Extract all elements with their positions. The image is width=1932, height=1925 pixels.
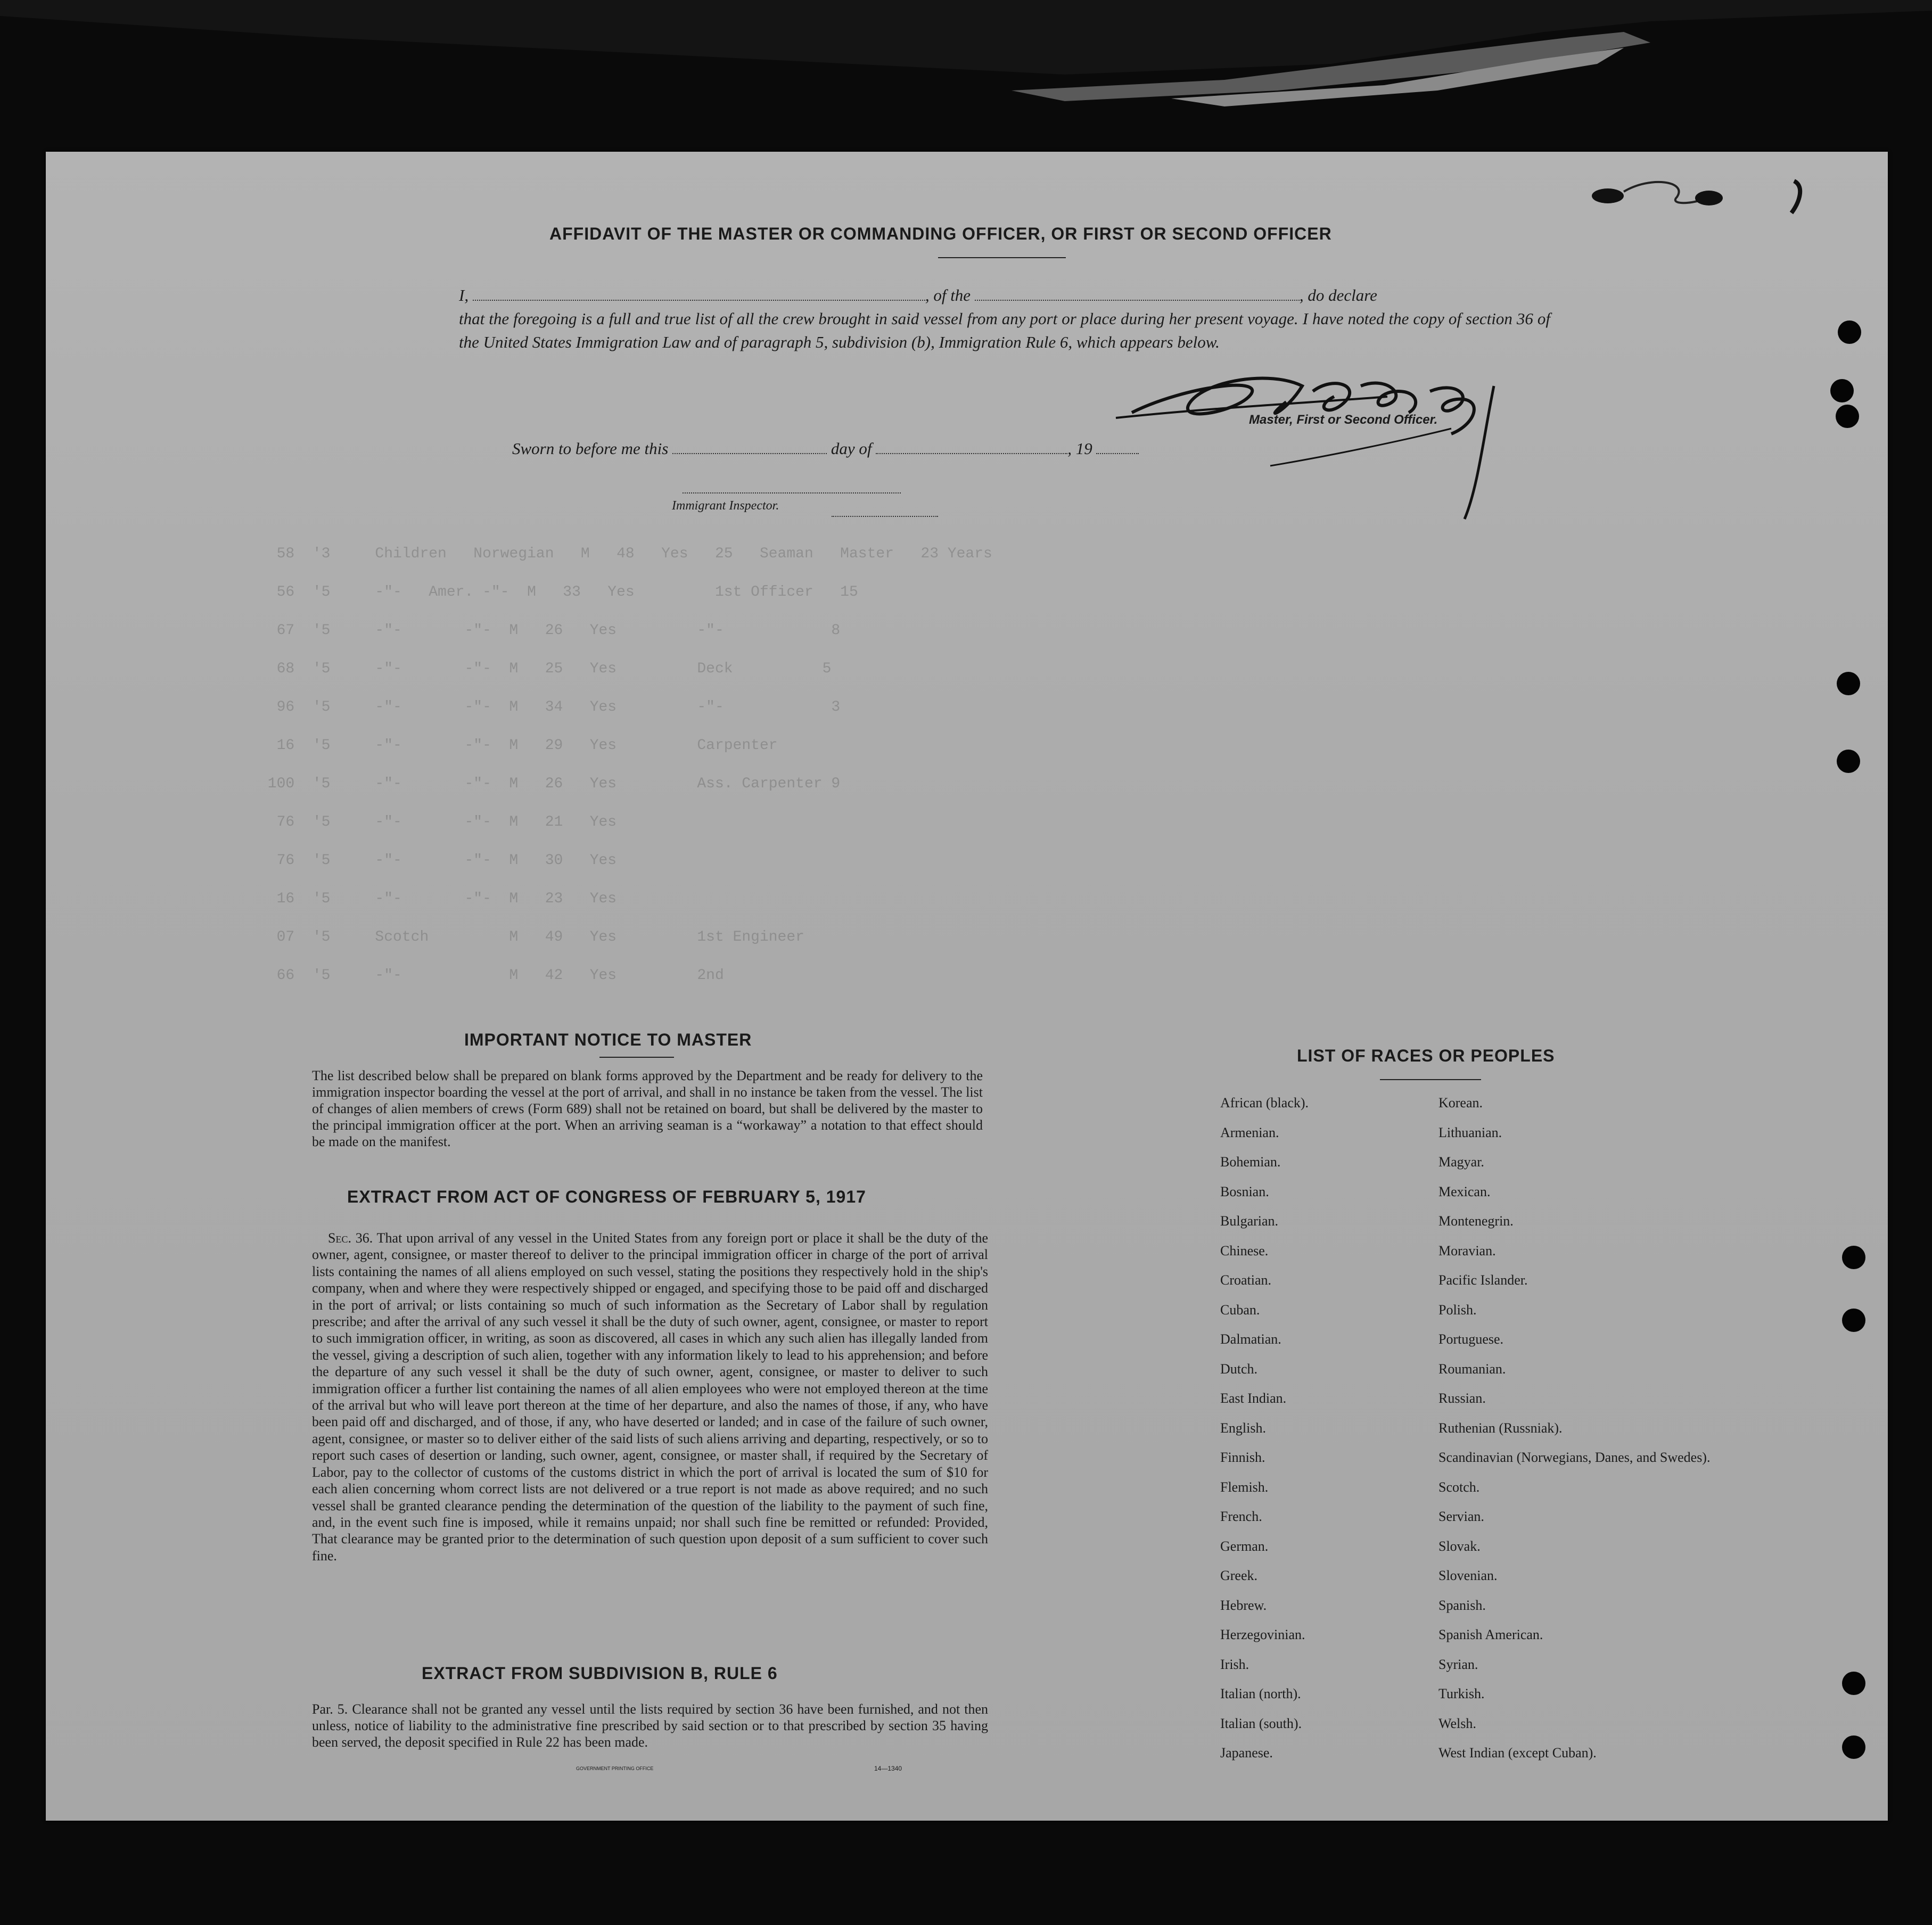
race-item: Bulgarian.: [1220, 1213, 1279, 1229]
punch-hole: [1842, 1672, 1865, 1695]
race-item: Scandinavian (Norwegians, Danes, and Swedes).: [1438, 1450, 1711, 1465]
race-item: Magyar.: [1438, 1154, 1484, 1170]
race-item: Roumanian.: [1438, 1361, 1506, 1377]
title-rule: [938, 257, 1066, 258]
race-item: Italian (north).: [1220, 1686, 1301, 1701]
corner-marks: [1586, 170, 1831, 229]
race-item: Cuban.: [1220, 1302, 1260, 1318]
race-item: Polish.: [1438, 1302, 1477, 1318]
inspector-label: Immigrant Inspector.: [672, 499, 779, 513]
affidavit-of-the: , of the: [925, 286, 971, 305]
sworn-year-blank: [1096, 443, 1139, 454]
punch-hole: [1837, 750, 1860, 773]
race-item: Korean.: [1438, 1095, 1483, 1110]
sworn-prefix: Sworn to before me this: [512, 439, 669, 458]
races-rule: [1380, 1079, 1481, 1080]
race-item: Dutch.: [1220, 1361, 1258, 1377]
race-item: Finnish.: [1220, 1450, 1265, 1465]
affidavit-declare: , do declare: [1299, 286, 1377, 305]
affidavit-body: [459, 284, 1550, 354]
punch-hole: [1842, 1309, 1865, 1332]
sworn-year-label: , 19: [1067, 439, 1092, 458]
races-right-column: [1438, 1095, 1710, 1775]
race-item: Syrian.: [1438, 1656, 1478, 1672]
sworn-month-blank: [876, 443, 1067, 454]
affidavit-statement: that the foregoing is a full and true list of all the crew brought in said vessel from any port or place during her present voyage. I have noted the copy of section 36 of the United States Immigration Law and of paragraph 5, subdivision (b), Immigration Rule 6, which appears below.: [459, 309, 1550, 351]
race-item: Flemish.: [1220, 1479, 1269, 1495]
race-item: Bohemian.: [1220, 1154, 1281, 1170]
punch-hole: [1837, 672, 1860, 695]
sworn-day-label: day of: [831, 439, 872, 458]
race-item: Croatian.: [1220, 1272, 1272, 1288]
race-item: Pacific Islander.: [1438, 1272, 1528, 1288]
act-text: That upon arrival of any vessel in the United States from any foreign port or place it shall be the duty of the owner, agent, consignee, or master thereof to deliver to the principal immigration officer in charge of the port of arrival lists containing the names of all aliens employed on such vessel, stating the positions they respectively hold in the ship's company, when and where they were respectively shipped or engaged, and specifying those to be paid off and discharged in the port of arrival; or lists containing so much of such information as the Secretary of Labor shall by regulation prescribe; and after the arrival of any such vessel it shall be the duty of such owner, agent, consignee, or master to report to such immigration officer, in writing, as soon as discovered, all cases in which any such alien has illegally landed from the vessel, giving a description of such alien, together with any information likely to lead to his apprehension; and before the departure of any such vessel it shall be the duty of such owner, agent, consignee, or master to deliver to such immigration officer a further list containing the names of all alien employees who were not employed thereon at the time of the arrival but who will leave port thereon at the time of her departure, and also the names of those, if any, who have been paid off and discharged, and of those, if any, who have deserted or landed; and in case of the failure of such owner, agent, consignee, or master so to deliver either of the said lists of such aliens arriving and departing, respectively, or so to report such cases of desertion or landing, such owner, agent, consignee, or master shall, if required by the Secretary of Labor, pay to the collector of customs of the customs district in which the port of arrival is located the sum of $10 for each alien concerning whom correct lists are not delivered or a true report is not made as above required; and no such vessel shall be granted clearance pending the determination of the question of the liability to the payment of such fine, and, in the event such fine is imposed, while it remains unpaid; nor shall such fine be remitted or refunded: Provided, That clearance may be granted prior to the determination of such question upon deposit of a sum sufficient to cover such fine.: [312, 1230, 988, 1564]
race-item: Turkish.: [1438, 1686, 1485, 1701]
master-signature: [1111, 354, 1590, 540]
races-title: LIST OF RACES OR PEOPLES: [1297, 1046, 1555, 1065]
act-body: [312, 1230, 988, 1564]
race-item: Servian.: [1438, 1509, 1484, 1524]
sworn-line: [512, 439, 1139, 458]
race-item: Slovak.: [1438, 1538, 1481, 1554]
affidavit-i: I,: [459, 286, 469, 305]
race-item: Moravian.: [1438, 1243, 1496, 1258]
name-blank: [473, 290, 925, 301]
race-item: West Indian (except Cuban).: [1438, 1745, 1597, 1761]
race-item: Chinese.: [1220, 1243, 1269, 1258]
race-item: German.: [1220, 1538, 1269, 1554]
race-item: Spanish American.: [1438, 1627, 1543, 1642]
race-item: Dalmatian.: [1220, 1331, 1281, 1347]
punch-hole: [1842, 1246, 1865, 1269]
act-section-label: Sec. 36.: [328, 1230, 373, 1246]
race-item: East Indian.: [1220, 1391, 1287, 1406]
signature-label: Master, First or Second Officer.: [1249, 413, 1438, 427]
notice-text: The list described below shall be prepared on blank forms approved by the Department and be ready for delivery to the immigration inspector boarding the vessel at the port of arrival, and shall in no instance be taken from the vessel. The list of changes of alien members of crews (Form 689) shall not be retained on board, but shall be delivered by the master to the principal immigration officer at the port. When an arriving seaman is a “workaway” a notation to that effect should be made on the manifest.: [312, 1068, 983, 1149]
rule-title: EXTRACT FROM SUBDIVISION B, RULE 6: [422, 1664, 778, 1683]
form-code: 14—1340: [874, 1765, 902, 1772]
race-item: Greek.: [1220, 1568, 1258, 1583]
race-item: Italian (south).: [1220, 1715, 1302, 1731]
race-item: Lithuanian.: [1438, 1124, 1502, 1140]
race-item: French.: [1220, 1509, 1262, 1524]
race-item: Montenegrin.: [1438, 1213, 1514, 1229]
notice-rule: [599, 1057, 674, 1058]
race-item: Russian.: [1438, 1391, 1486, 1406]
race-item: Welsh.: [1438, 1715, 1476, 1731]
race-item: Ruthenian (Russniak).: [1438, 1420, 1563, 1436]
punch-hole: [1838, 320, 1861, 344]
race-item: Portuguese.: [1438, 1331, 1504, 1347]
race-item: Herzegovinian.: [1220, 1627, 1305, 1642]
act-title: EXTRACT FROM ACT OF CONGRESS OF FEBRUARY 5, 1917: [347, 1187, 866, 1206]
race-item: Slovenian.: [1438, 1568, 1498, 1583]
torn-page-edge: [0, 0, 1932, 160]
sworn-day-blank: [672, 443, 827, 454]
punch-hole: [1836, 405, 1859, 428]
notice-title: IMPORTANT NOTICE TO MASTER: [464, 1030, 752, 1049]
race-item: Japanese.: [1220, 1745, 1273, 1761]
race-item: Mexican.: [1438, 1183, 1491, 1199]
bleed-through-text: 58 '3 Children Norwegian M 48 Yes 25 Seaman Master 23 Years 56 '5 -"- Amer. -"- M 33 Yes 1st Officer 15 67 '5 -"- -"- M 26 Yes -"- 8 68 '5 -"- -"- M 25 Yes Deck 5 96 '5 -"- -"- M 34 Yes -"- 3 16 '5 -"- -"- M 29 Yes Carpenter 100 '5 -"- -"- M 26 Yes Ass. Carpenter 9 76 '5 -"- -"- M 21 Yes 76 '5 -"- -"- M 30 Yes 16 '5 -"- -"- M 23 Yes 07 '5 Scotch M 49 Yes 1st Engineer 66 '5 -"- M 42 Yes 2nd: [267, 546, 992, 984]
race-item: English.: [1220, 1420, 1266, 1436]
race-item: Bosnian.: [1220, 1183, 1269, 1199]
print-office: GOVERNMENT PRINTING OFFICE: [576, 1766, 654, 1771]
inspector-signature-blank: [683, 492, 901, 493]
vessel-blank: [975, 290, 1300, 301]
race-item: Irish.: [1220, 1656, 1249, 1672]
affidavit-title: AFFIDAVIT OF THE MASTER OR COMMANDING OFFICER, OR FIRST OR SECOND OFFICER: [549, 224, 1332, 243]
race-item: Scotch.: [1438, 1479, 1480, 1495]
race-item: Hebrew.: [1220, 1597, 1267, 1613]
punch-hole: [1842, 1735, 1865, 1759]
punch-hole: [1830, 379, 1854, 402]
rule-text: Par. 5. Clearance shall not be granted any vessel until the lists required by section 36 have been furnished, and not then unless, notice of liability to the administrative fine prescribed by said section or to that prescribed by section 35 having been served, the deposit specified in Rule 22 has been made.: [312, 1701, 988, 1750]
race-item: African (black).: [1220, 1095, 1309, 1110]
race-item: Armenian.: [1220, 1124, 1279, 1140]
races-left-column: [1220, 1095, 1309, 1775]
inspector-blank-short: [832, 516, 938, 517]
manifest-page: [46, 152, 1888, 1821]
race-item: Spanish.: [1438, 1597, 1486, 1613]
